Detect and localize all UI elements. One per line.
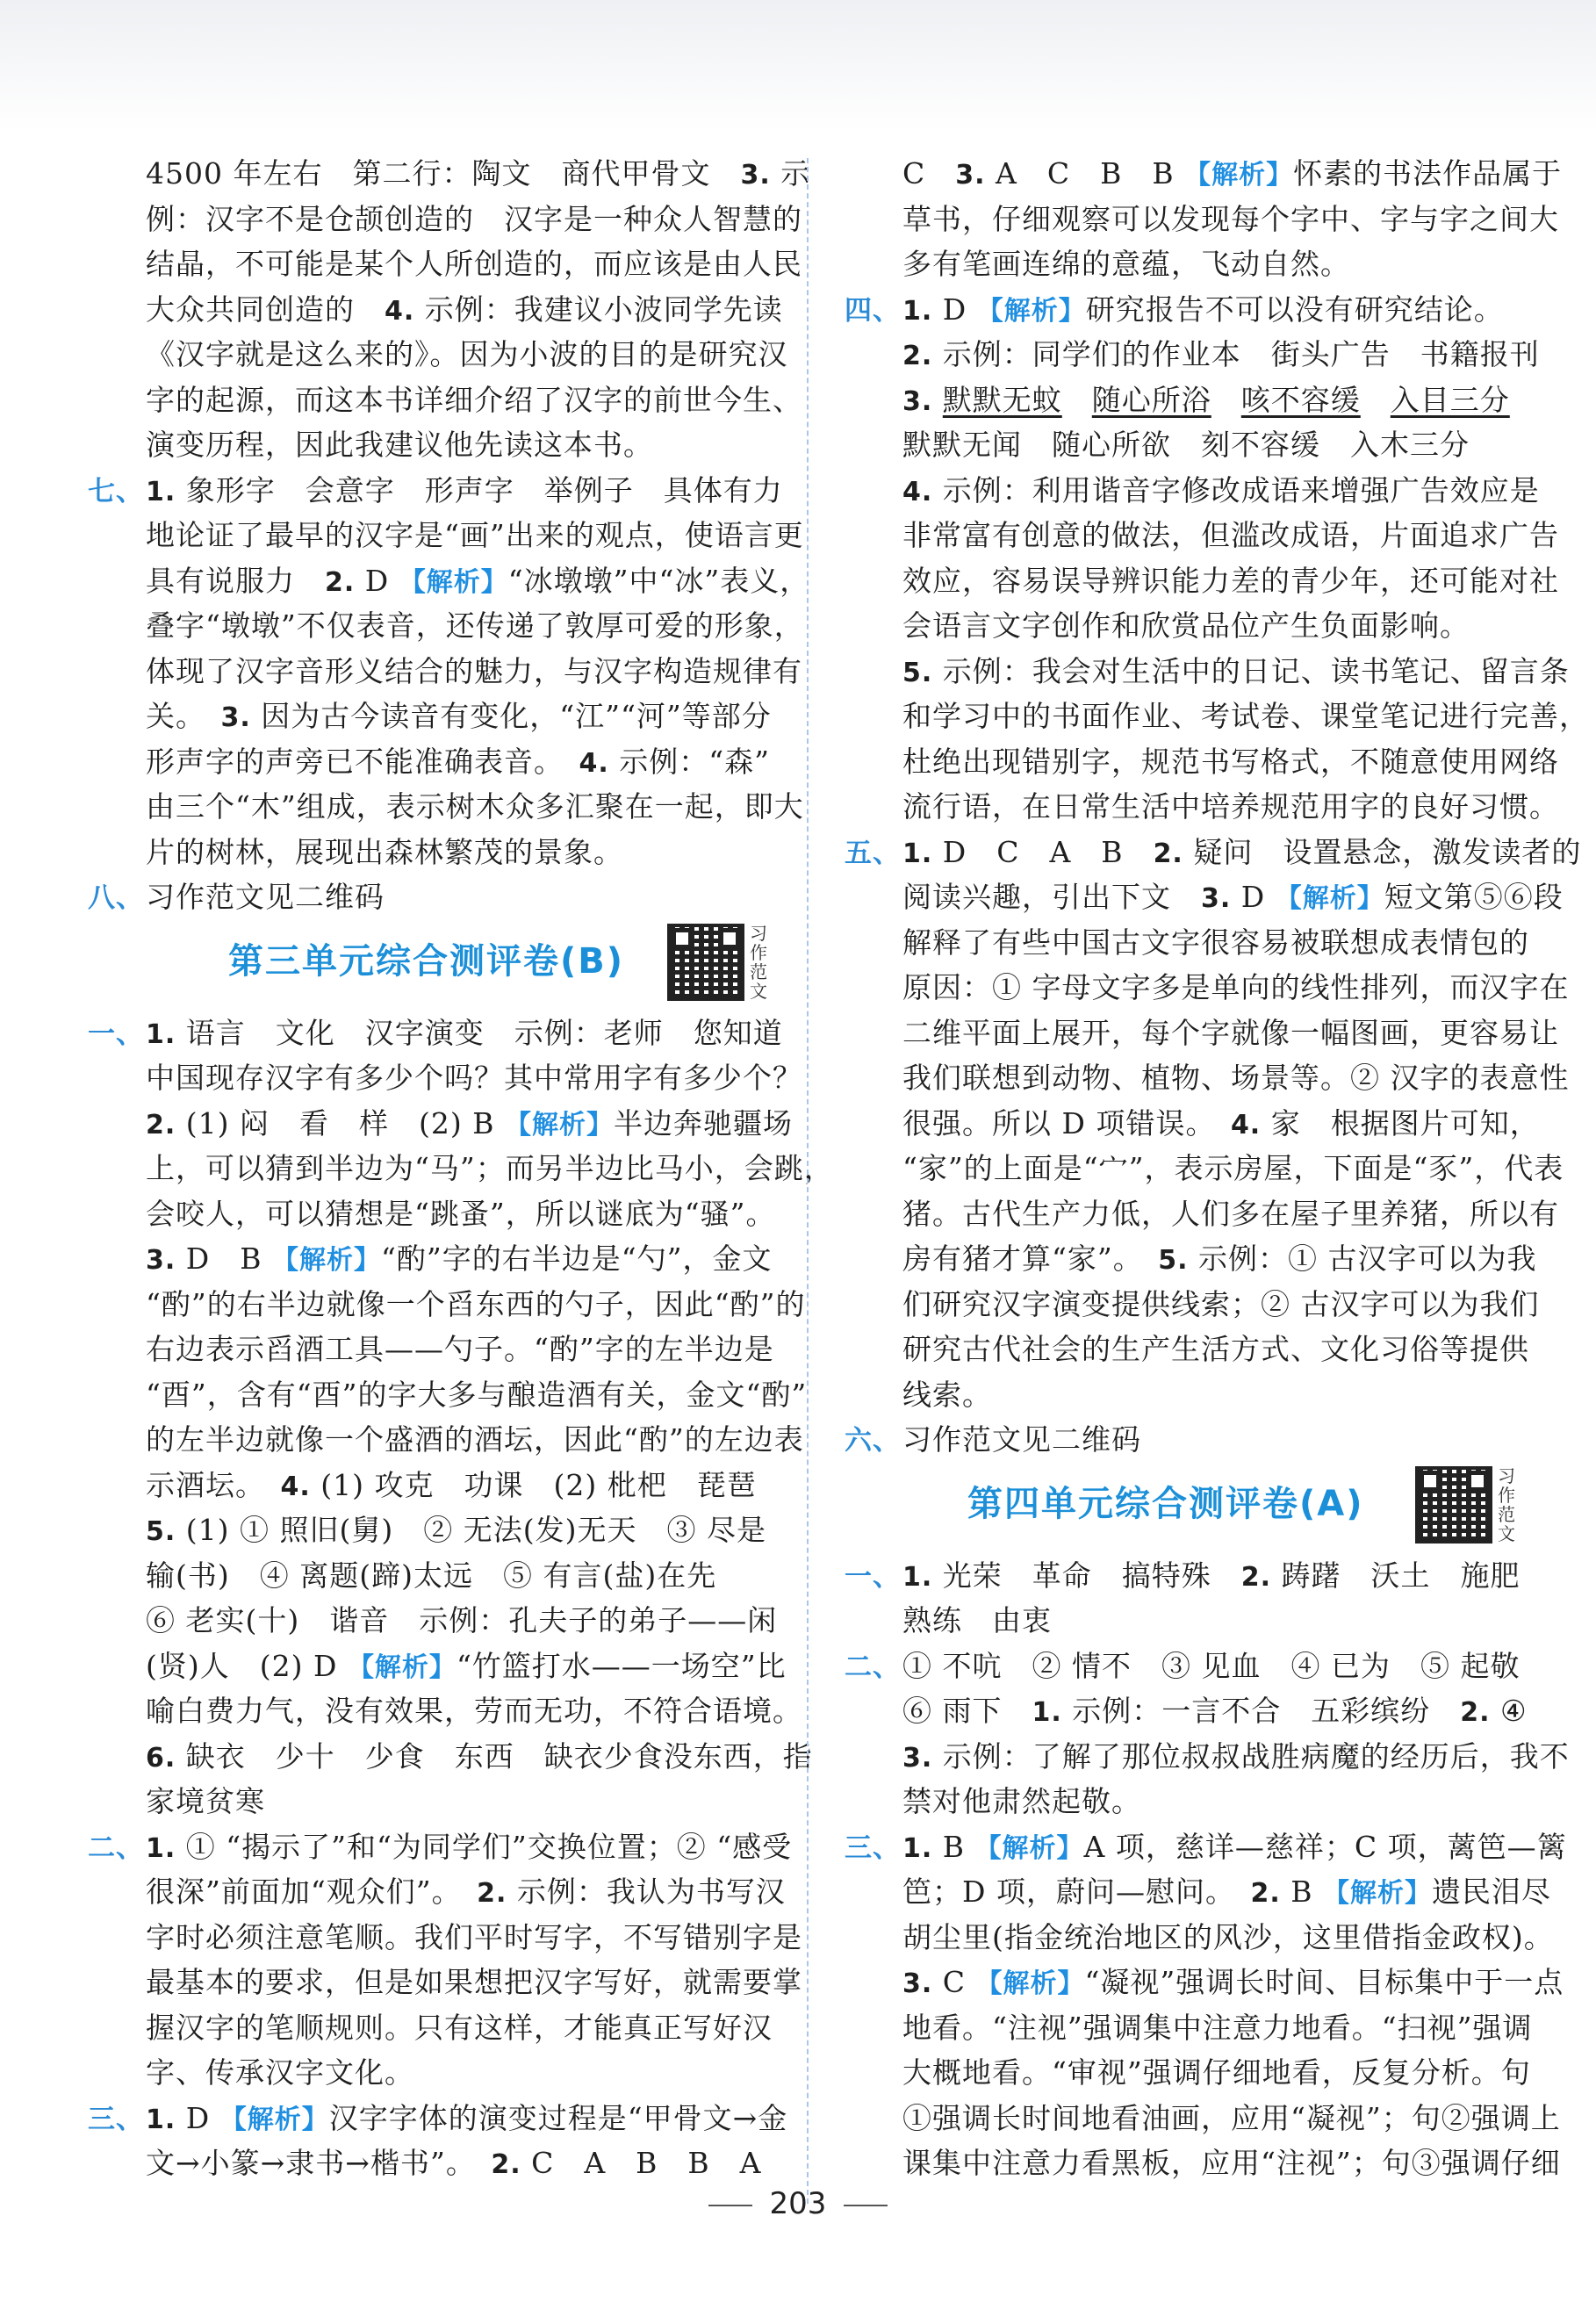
question-number: 2.: [146, 1109, 176, 1141]
question-number: 1.: [146, 2104, 176, 2135]
answer-text: 字时必须注意笔顺。我们平时写字，不写错别字是: [146, 1919, 802, 1954]
answer-text: 大概地看。“审视”强调仔细地看，反复分析。句: [902, 2055, 1531, 2090]
answer-line: [845, 830, 1582, 875]
answer-text: 课集中注意力看黑板，应用“注视”；句③强调仔细: [902, 2146, 1561, 2180]
answer-text: 二维平面上展开，每个字就像一幅图画，更容易让: [902, 1015, 1559, 1050]
question-number: 1.: [146, 1018, 176, 1050]
answer-text: 片的树林，展现出森林繁茂的景象。: [146, 834, 623, 869]
answer-line: [88, 1553, 816, 1599]
answer-text: 很深”前面加“观众们”。 2. 示例：我认为书写汉: [146, 1874, 786, 1909]
answer-line: [88, 1372, 816, 1418]
question-number: 6.: [146, 1742, 176, 1774]
answer-text: 具有说服力 2. D 【解析】“冰墩墩”中“冰”表义，: [146, 563, 810, 598]
answer-text: 喻白费力气，没有效果，劳而无功，不符合语境。: [146, 1694, 802, 1728]
answer-text: 大众共同创造的 4. 示例：我建议小波同学先读: [146, 291, 783, 327]
answer-text: 3. 示例：了解了那位叔叔战胜病魔的经历后，我不: [902, 1738, 1570, 1774]
answer-line: [845, 1869, 1551, 1915]
question-number: 4.: [385, 295, 415, 327]
answer-line: [845, 694, 1589, 739]
page-number: 203: [0, 2186, 1596, 2221]
answer-line: [88, 1146, 834, 1191]
answer-text: 1. ① “揭示了”和“为同学们”交换位置；② “感受: [146, 1829, 793, 1864]
answer-text: “酉”，含有“酉”的字大多与酿造酒有关，金文“酌”: [146, 1377, 808, 1412]
section-number: 三、: [88, 2103, 144, 2135]
left-column: [88, 151, 834, 2186]
answer-text: 原因：① 字母文字多是单向的线性排列，而汉字在: [902, 970, 1570, 1004]
answer-text: 习作范文见二维码: [146, 880, 385, 914]
section-number: 二、: [845, 1651, 901, 1683]
answer-text: 家境贫寒: [146, 1784, 265, 1818]
answer-text: ①强调长时间地看油画，应用“凝视”；句②强调上: [902, 2100, 1561, 2135]
question-number: 1.: [902, 1832, 933, 1864]
answer-line: [88, 332, 816, 378]
answer-text: 地看。“注视”强调集中注意力地看。“扫视”强调: [902, 2010, 1533, 2045]
column-divider: [807, 158, 809, 2204]
answer-line: [88, 287, 816, 333]
answer-text: 1. 光荣 革命 搞特殊 2. 踌躇 沃土 施肥: [902, 1558, 1521, 1593]
section-number: 七、: [88, 475, 144, 507]
answer-text: 例：汉字不是仓颉创造的 汉字是一种众人智慧的: [146, 201, 802, 236]
question-number: 3.: [955, 160, 986, 191]
answer-text: 形声字的声旁已不能准确表音。 4. 示例：“森”: [146, 744, 771, 779]
answer-text: “酌”的右半边就像一个舀东西的勺子，因此“酌”的: [146, 1286, 806, 1321]
answer-text: 5. 示例：我会对生活中的日记、读书笔记、留言条: [902, 653, 1570, 688]
answer-line: [845, 558, 1559, 604]
answer-line: [845, 197, 1559, 242]
question-number: 3.: [902, 1742, 933, 1774]
answer-line: [845, 378, 1529, 423]
question-number: 1.: [1032, 1697, 1062, 1728]
question-number: 4.: [280, 1471, 311, 1502]
answer-text: 5. (1) ① 照旧(舅) ② 无法(发)无天 ③ 尽是: [146, 1513, 766, 1547]
answer-line: [88, 1644, 816, 1689]
answer-line: [88, 1011, 816, 1056]
answer-line: [88, 1327, 816, 1372]
answer-line: [845, 468, 1540, 514]
analysis-tag: 【解析】: [399, 566, 508, 598]
answer-text: 4. 示例：利用谐音字修改成语来增强广告效应是: [902, 472, 1540, 507]
answer-text: ⑥ 老实(十) 谐音 示例：孔夫子的弟子——闲: [146, 1603, 778, 1637]
answer-line: [88, 739, 816, 785]
question-number: 2.: [902, 341, 933, 371]
answer-line: [88, 1101, 816, 1147]
answer-text: 中国现存汉字有多少个吗？其中常用字有多少个？: [146, 1061, 802, 1095]
section-number: 六、: [845, 1425, 901, 1457]
answer-line: [845, 287, 1529, 333]
answer-text: 6. 缺衣 少十 少食 东西 缺衣少食没东西，指: [146, 1738, 813, 1774]
answer-line: [845, 874, 1564, 920]
question-number: 4.: [902, 476, 933, 507]
answer-line: [88, 513, 816, 558]
answer-text: 字、传承汉字文化。: [146, 2055, 414, 2090]
answer-line: [88, 468, 816, 514]
answer-text: 输(书) ④ 离题(蹄)太远 ⑤ 有言(盐)在先: [146, 1558, 717, 1593]
answer-text: 由三个“木”组成，表示树木众多汇聚在一起，即大: [146, 789, 804, 824]
answer-text: 流行语，在日常生活中培养规范用字的良好习惯。: [902, 789, 1559, 824]
answer-text: C 3. A C B B 【解析】怀素的书法作品属于: [902, 156, 1563, 191]
answer-line: [845, 603, 1529, 649]
analysis-tag: 【解析】: [219, 2104, 329, 2135]
answer-line: [845, 1055, 1570, 1101]
qr-code-icon[interactable]: [667, 924, 744, 1001]
answer-text: 结晶，不可能是某个人所创造的，而应该是由人民: [146, 247, 802, 281]
answer-line: [88, 1688, 816, 1734]
answer-line: [88, 1507, 816, 1553]
question-number: 1.: [902, 838, 933, 869]
answer-line: [88, 1869, 816, 1915]
answer-text: ⑥ 雨下 1. 示例：一言不合 五彩缤纷 2. ④: [902, 1694, 1528, 1728]
answer-text: 上，可以猜到半边为“马”；而另半边比马小，会跳，: [146, 1151, 834, 1185]
answer-text: 3. D B 【解析】“酌”字的右半边是“勺”，金文: [146, 1241, 773, 1276]
question-number: 2.: [1460, 1697, 1491, 1728]
answer-text: 很强。所以 D 项错误。 4. 家 根据图片可知，: [902, 1105, 1540, 1141]
question-number: 2.: [491, 2149, 521, 2180]
answer-line: [845, 1915, 1554, 1961]
answer-line: [845, 1688, 1529, 1734]
answer-text: 文→小篆→隶书→楷书”。 2. C A B B A: [146, 2146, 762, 2180]
question-number: 3.: [902, 385, 933, 417]
answer-line: [88, 694, 816, 739]
underlined-word: 随心所浴: [1091, 382, 1211, 417]
analysis-tag: 【解析】: [974, 1832, 1084, 1864]
answer-line: [88, 558, 816, 604]
answer-line: [845, 649, 1570, 694]
answer-text: 的左半边就像一个盛酒的酒坛，因此“酌”的左边表: [146, 1422, 804, 1457]
analysis-tag: 【解析】: [1275, 883, 1384, 914]
answer-text: 4500 年左右 第二行：陶文 商代甲骨文 3. 示: [146, 156, 811, 191]
answer-text: 2. (1) 闷 看 样 (2) B 【解析】半边奔驰疆场: [146, 1105, 793, 1141]
answer-line: [845, 1644, 1529, 1689]
question-number: 3.: [220, 702, 251, 733]
answer-line: [845, 513, 1559, 558]
answer-line: [88, 151, 816, 197]
answer-text: 右边表示舀酒工具——勺子。“酌”字的左半边是: [146, 1332, 774, 1366]
analysis-tag: 【解析】: [347, 1651, 457, 1683]
answer-text: 叠字“墩墩”不仅表音，还传递了敦厚可爱的形象，: [146, 608, 804, 643]
answer-line: [88, 874, 816, 920]
answer-line: [845, 1734, 1570, 1780]
answer-text: 1. 语言 文化 汉字演变 示例：老师 您知道: [146, 1015, 783, 1050]
answer-text: 房有猪才算“家”。 5. 示例：① 古汉字可以为我: [902, 1241, 1537, 1276]
answer-line: [845, 1327, 1529, 1372]
analysis-tag: 【解析】: [1322, 1878, 1432, 1909]
answer-text: 关。 3. 因为古今读音有变化，“江”“河”等部分: [146, 699, 772, 733]
question-number: 2.: [1153, 838, 1183, 869]
underlined-word: 入目三分: [1390, 382, 1510, 417]
answer-text: 《汉字就是这么来的》。因为小波的目的是研究汉: [146, 337, 788, 371]
answer-text: 们研究汉字演变提供线索；② 古汉字可以为我们: [902, 1286, 1540, 1321]
answer-line: [88, 1734, 816, 1780]
answer-line: [845, 241, 1529, 287]
question-number: 3.: [740, 160, 771, 191]
question-number: 3.: [1201, 883, 1232, 914]
section-number: 八、: [88, 882, 144, 914]
right-column: [845, 151, 1589, 2186]
answer-text: 熟练 由衷: [902, 1603, 1052, 1637]
answer-line: [88, 378, 816, 423]
section-number: 一、: [845, 1560, 901, 1593]
qr-code-icon[interactable]: [1415, 1466, 1492, 1543]
unit-test-title: 第三单元综合测评卷(B): [228, 940, 625, 982]
answer-line: [88, 2050, 816, 2096]
section-number: 三、: [845, 1831, 901, 1864]
answer-text: 阅读兴趣，引出下文 3. D 【解析】短文第⑤⑥段: [902, 880, 1564, 914]
page-top-shading: [0, 0, 1596, 132]
answer-line: [88, 1282, 816, 1328]
answer-line: [845, 1824, 1567, 1870]
answer-line: [88, 1055, 816, 1101]
answer-line: [845, 1282, 1540, 1328]
answer-text: “家”的上面是“宀”，表示房屋，下面是“豕”，代表: [902, 1151, 1564, 1185]
answer-text: 解释了有些中国古文字很容易被联想成表情包的: [902, 925, 1529, 960]
answer-line: [88, 197, 816, 242]
answer-line: [845, 920, 1529, 966]
section-number: 二、: [88, 1831, 144, 1864]
answer-text: 多有笔画连绵的意蕴，飞动自然。: [902, 247, 1350, 281]
answer-text: 我们联想到动物、植物、场景等。② 汉字的表意性: [902, 1061, 1570, 1095]
answer-text: 3. C 【解析】“凝视”强调长时间、目标集中于一点: [902, 1965, 1564, 1999]
answer-text: 会语言文字创作和欣赏品位产生负面影响。: [902, 608, 1470, 643]
answer-text: 2. 示例：同学们的作业本 街头广告 书籍报刊: [902, 337, 1540, 371]
answer-text: 体现了汉字音形义结合的魅力，与汉字构造规律有: [146, 653, 802, 688]
answer-line: [88, 830, 816, 875]
answer-line: [88, 422, 816, 468]
answer-text: 最基本的要求，但是如果想把汉字写好，就需要掌: [146, 1965, 802, 1999]
answer-line: [845, 1553, 1529, 1599]
analysis-tag: 【解析】: [1184, 160, 1294, 191]
answer-text: 演变历程，因此我建议他先读这本书。: [146, 428, 653, 462]
analysis-tag: 【解析】: [504, 1109, 614, 1141]
answer-line: [88, 1191, 816, 1237]
answer-line: [845, 1417, 1529, 1463]
answer-line: [88, 1915, 816, 1961]
answer-text: 猪。古代生产力低，人们多在屋子里养猪，所以有: [902, 1196, 1559, 1231]
section-heading: [845, 1463, 1529, 1553]
question-number: 2.: [1240, 1561, 1272, 1593]
answer-line: [88, 2096, 816, 2141]
answer-line: [88, 649, 816, 694]
answer-text: 效应，容易误导辨识能力差的青少年，还可能对社: [902, 563, 1559, 598]
answer-line: [845, 2005, 1533, 2051]
answer-line: [88, 2141, 816, 2186]
answer-line: [845, 965, 1570, 1011]
answer-line: [88, 603, 816, 649]
section-number: 一、: [88, 1018, 144, 1050]
question-number: 1.: [146, 1832, 176, 1864]
answer-line: [88, 1417, 816, 1463]
answer-line: [88, 2005, 816, 2051]
question-number: 1.: [902, 295, 933, 327]
answer-line: [88, 1598, 816, 1644]
question-number: 4.: [1230, 1109, 1262, 1141]
answer-line: [845, 1191, 1559, 1237]
answer-line: [88, 784, 816, 830]
answer-text: 1. D 【解析】汉字字体的演变过程是“甲骨文→金: [146, 2100, 788, 2135]
answer-line: [845, 784, 1559, 830]
qr-code-label: 习作范文: [750, 922, 768, 1002]
question-number: 3.: [902, 1968, 933, 1999]
answer-text: 握汉字的笔顺规则。只有这样，才能真正写好汉: [146, 2010, 773, 2045]
answer-text: 1. D 【解析】研究报告不可以没有研究结论。: [902, 291, 1504, 327]
answer-line: [88, 1463, 816, 1508]
answer-line: [845, 1779, 1529, 1824]
question-number: 3.: [146, 1245, 176, 1276]
answer-text: 非常富有创意的做法，但滥改成语，片面追求广告: [902, 518, 1559, 552]
answer-line: [845, 1101, 1540, 1147]
analysis-tag: 【解析】: [975, 1968, 1085, 1999]
answer-line: [845, 1598, 1529, 1644]
answer-line: [845, 1372, 1529, 1418]
answer-text: 草书，仔细观察可以发现每个字中、字与字之间大: [902, 201, 1559, 236]
answer-text: 地论证了最早的汉字是“画”出来的观点，使语言更: [146, 518, 804, 552]
question-number: 2.: [477, 1878, 507, 1909]
answer-line: [88, 1960, 816, 2005]
answer-line: [845, 422, 1529, 468]
question-number: 1.: [902, 1561, 933, 1593]
analysis-tag: 【解析】: [976, 295, 1086, 327]
answer-line: [88, 1236, 816, 1282]
answer-line: [88, 1824, 816, 1870]
answer-text: 字的起源，而这本书详细介绍了汉字的前世今生、: [146, 382, 802, 417]
underlined-word: 默默无蚊: [942, 382, 1062, 417]
answer-line: [88, 241, 816, 287]
unit-test-title: 第四单元综合测评卷(A): [967, 1483, 1364, 1524]
answer-text: 笆；D 项，蔚问—慰问。 2. B 【解析】遗民泪尽: [902, 1874, 1551, 1909]
question-number: 5.: [1158, 1245, 1189, 1276]
answer-text: 1. D C A B 2. 疑问 设置悬念，激发读者的: [902, 834, 1582, 869]
question-number: 4.: [579, 747, 609, 779]
answer-line: [845, 2096, 1561, 2141]
answer-line: [845, 739, 1559, 785]
answer-text: 会咬人，可以猜想是“跳蚤”，所以谜底为“骚”。: [146, 1196, 776, 1231]
answer-text: 禁对他肃然起敬。: [902, 1784, 1141, 1818]
answer-line: [845, 1960, 1564, 2005]
answer-line: [845, 151, 1563, 197]
section-number: 四、: [845, 294, 901, 327]
answer-line: [845, 2141, 1561, 2186]
question-number: 2.: [1250, 1878, 1281, 1909]
answer-line: [845, 2050, 1529, 2096]
answer-text: 1. B 【解析】A 项，慈详—慈祥；C 项，蓠笆—篱: [902, 1829, 1567, 1864]
section-number: 五、: [845, 837, 901, 869]
answer-text: 线索。: [902, 1377, 992, 1412]
answer-text: 示酒坛。 4. (1) 攻克 功课 (2) 枇杷 琵琶: [146, 1467, 757, 1502]
question-number: 5.: [146, 1516, 176, 1547]
answer-text: 杜绝出现错别字，规范书写格式，不随意使用网络: [902, 744, 1559, 779]
question-number: 2.: [325, 566, 356, 598]
answer-line: [845, 332, 1540, 378]
answer-text: (贤)人 (2) D 【解析】“竹篮打水——一场空”比: [146, 1648, 787, 1683]
answer-line: [845, 1236, 1537, 1282]
answer-line: [845, 1146, 1564, 1191]
answer-text: 研究古代社会的生产生活方式、文化习俗等提供: [902, 1332, 1529, 1366]
answer-text: [902, 383, 1510, 417]
analysis-tag: 【解析】: [271, 1245, 381, 1276]
question-number: 5.: [902, 657, 933, 688]
answer-text: ① 不吭 ② 情不 ③ 见血 ④ 已为 ⑤ 起敬: [902, 1648, 1521, 1683]
answer-text: 胡尘里(指金统治地区的风沙，这里借指金政权)。: [902, 1919, 1554, 1954]
answer-text: 习作范文见二维码: [902, 1422, 1141, 1457]
answer-text: 默默无闻 随心所欲 刻不容缓 入木三分: [902, 428, 1470, 462]
answer-line: [845, 1011, 1559, 1056]
section-heading: [88, 920, 816, 1011]
answer-line: [88, 1779, 816, 1824]
answer-text: 1. 象形字 会意字 形声字 举例子 具体有力: [146, 472, 783, 507]
underlined-word: 咳不容缓: [1240, 382, 1361, 417]
question-number: 1.: [146, 476, 176, 507]
qr-code-label: 习作范文: [1498, 1464, 1516, 1544]
answer-text: 和学习中的书面作业、考试卷、课堂笔记进行完善，: [902, 699, 1589, 733]
